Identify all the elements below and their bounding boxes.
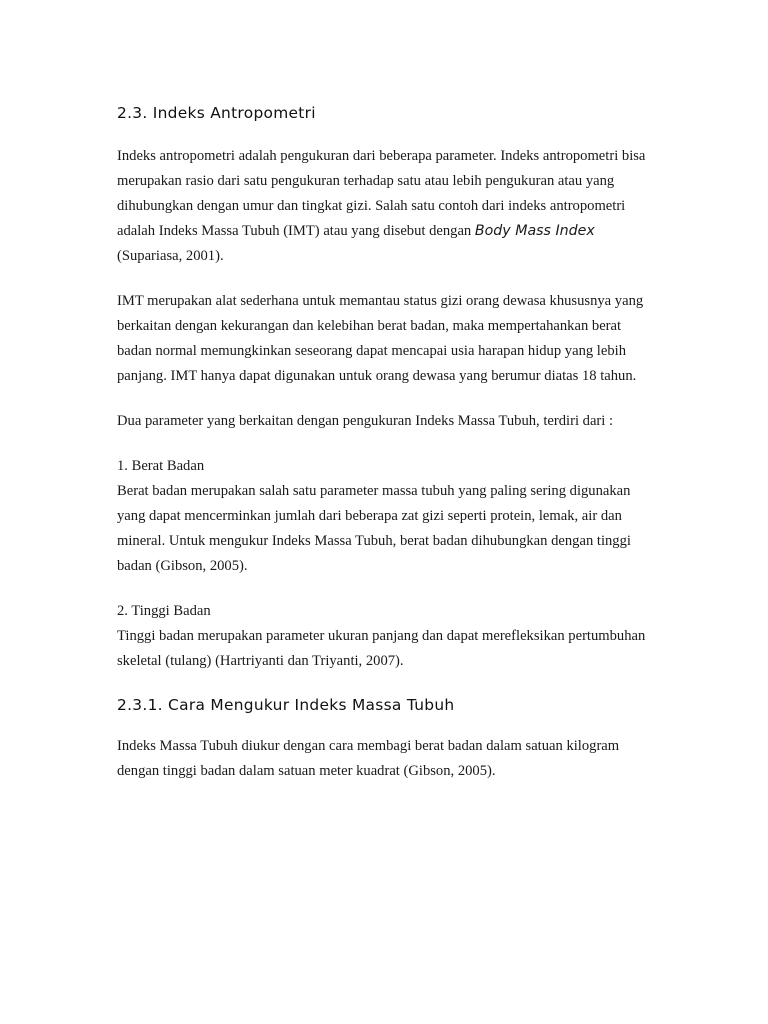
list-item-body: Berat badan merupakan salah satu parameter massa tubuh yang paling sering digunakan yang dapat mencerminkan jumlah dari beberapa zat gizi seperti protein, lemak, air dan mineral. Untuk mengukur Indeks Massa Tubuh, berat badan dihubungkan dengan tinggi badan (Gibson, 2005). xyxy=(117,483,631,574)
body-mass-index-term: Body Mass Index xyxy=(474,223,595,239)
list-item-tinggi-badan xyxy=(117,599,657,674)
section-heading: 2.3. Indeks Antropometri xyxy=(117,104,316,122)
subsection-heading: 2.3.1. Cara Mengukur Indeks Massa Tubuh xyxy=(117,696,455,714)
paragraph-definition-citation: (Supariasa, 2001). xyxy=(117,248,224,264)
paragraph-imt: IMT merupakan alat sederhana untuk memantau status gizi orang dewasa khususnya yang berkaitan dengan kekurangan dan kelebihan berat badan, maka mempertahankan berat badan normal memungkinkan seseorang dapat mencapai usia harapan hidup yang lebih panjang. IMT hanya dapat digunakan untuk orang dewasa yang berumur diatas 18 tahun. xyxy=(117,293,644,384)
paragraph-imt-formula: Indeks Massa Tubuh diukur dengan cara membagi berat badan dalam satuan kilogram dengan tinggi badan dalam satuan meter kuadrat (Gibson, 2005). xyxy=(117,738,620,779)
paragraph-definition-text: Indeks antropometri adalah pengukuran dari beberapa parameter. Indeks antropometri bisa merupakan rasio dari satu pengukuran terhadap satu atau lebih pengukuran atau yang dihubungkan dengan umur dan tingkat gizi. Salah satu contoh dari indeks antropometri adalah Indeks Massa Tubuh (IMT) atau yang disebut dengan xyxy=(117,148,646,239)
list-item-body: Tinggi badan merupakan parameter ukuran panjang dan dapat merefleksikan pertumbuhan skeletal (tulang) (Hartriyanti dan Triyanti, 2007). xyxy=(117,628,646,669)
paragraph-parameters-intro: Dua parameter yang berkaitan dengan pengukuran Indeks Massa Tubuh, terdiri dari : xyxy=(117,413,614,429)
list-item-title: 1. Berat Badan xyxy=(117,458,205,474)
list-item-berat-badan xyxy=(117,454,657,579)
document-body xyxy=(117,102,657,804)
list-item-title: 2. Tinggi Badan xyxy=(117,603,211,619)
paragraph-definition xyxy=(117,144,657,269)
